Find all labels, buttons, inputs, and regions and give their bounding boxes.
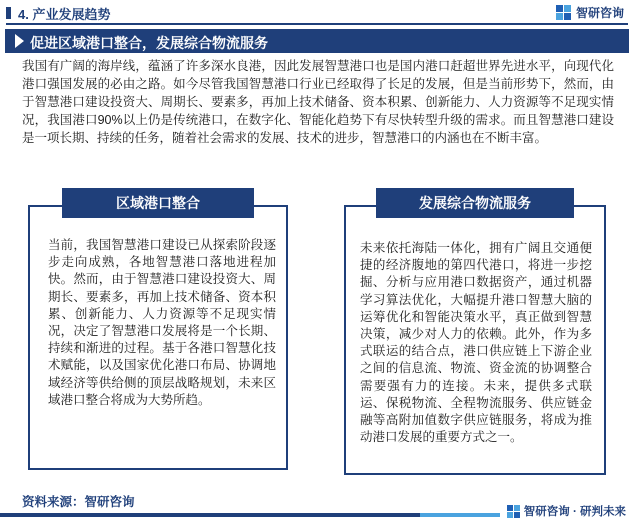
page-header: [0, 0, 634, 26]
data-source: 资料来源：智研咨询: [22, 495, 135, 509]
footer-brand-text: 智研咨询 · 研判未来: [523, 506, 626, 518]
brand-name: 智研咨询: [575, 6, 624, 20]
arrow-right-icon: [15, 34, 24, 48]
footer-brand: [507, 503, 626, 519]
section-banner: [5, 29, 629, 53]
header-title: 4. 产业发展趋势: [18, 7, 111, 22]
intro-paragraph: 我国有广阔的海岸线，蕴涵了许多深水良港，因此发展智慧港口也是国内港口赶超世界先进水平，向现代化港口强国发展的必由之路。如今尽管我国智慧港口行业已经取得了长足的发展，但是当前形势下，然而，由于智慧港口建设投资大、周期长、要素多，再加上技术储备、资本积累、创新能力、人力资源等不足现实情况，我国港口90%以上仍是传统港口，在数字化、智能化趋势下有尽快转型升级的需求。而且智慧港口建设是一项长期、持续的任务，随着社会需求的发展、技术的进步，智慧港口的内涵也在不断丰富。: [22, 59, 614, 145]
section-title: 促进区域港口整合，发展综合物流服务: [30, 35, 268, 51]
brand: [556, 4, 624, 21]
card-title-region-integration: 区域港口整合: [62, 188, 254, 218]
card-text-region-integration: 当前，我国智慧港口建设已从探索阶段逐步走向成熟，各地智慧港口落地进程加快。然而，由于智慧港口建设投资大、周期长、要素多，再加上技术储备、资本积累、创新能力、人力资源等不足现实情况，决定了智慧港口发展将是一个长期、持续和渐进的过程。基于各港口智慧化技术赋能，以及国家优化港口布局、协调地域经济等供给侧的顶层战略规划，未来区域港口整合将成为大势所趋。: [48, 238, 276, 407]
card-text-logistics-services: 未来依托海陆一体化，拥有广阔且交通便捷的经济腹地的第四代港口，将进一步挖掘、分析与应用港口数据资产，通过机器学习算法优化，大幅提升港口智慧大脑的运筹优化和智能决策水平，真正做到智慧决策，减少对人力的依赖。此外，作为多式联运的结合点，港口供应链上下游企业之间的信息流、物流、资金流的协调整合需要强有力的连接。未来，提供多式联运、保税物流、全程物流服务、供应链金融等高附加值数字供应链服务，将成为推动港口发展的重要方式之一。: [360, 241, 592, 445]
card-title-logistics-services: 发展综合物流服务: [376, 188, 574, 218]
footer-strip-accent: [420, 513, 500, 517]
brand-logo-icon: [556, 5, 572, 21]
footer-logo-icon: [507, 505, 520, 518]
header-divider: [6, 23, 628, 25]
header-accent-block: [6, 7, 11, 19]
